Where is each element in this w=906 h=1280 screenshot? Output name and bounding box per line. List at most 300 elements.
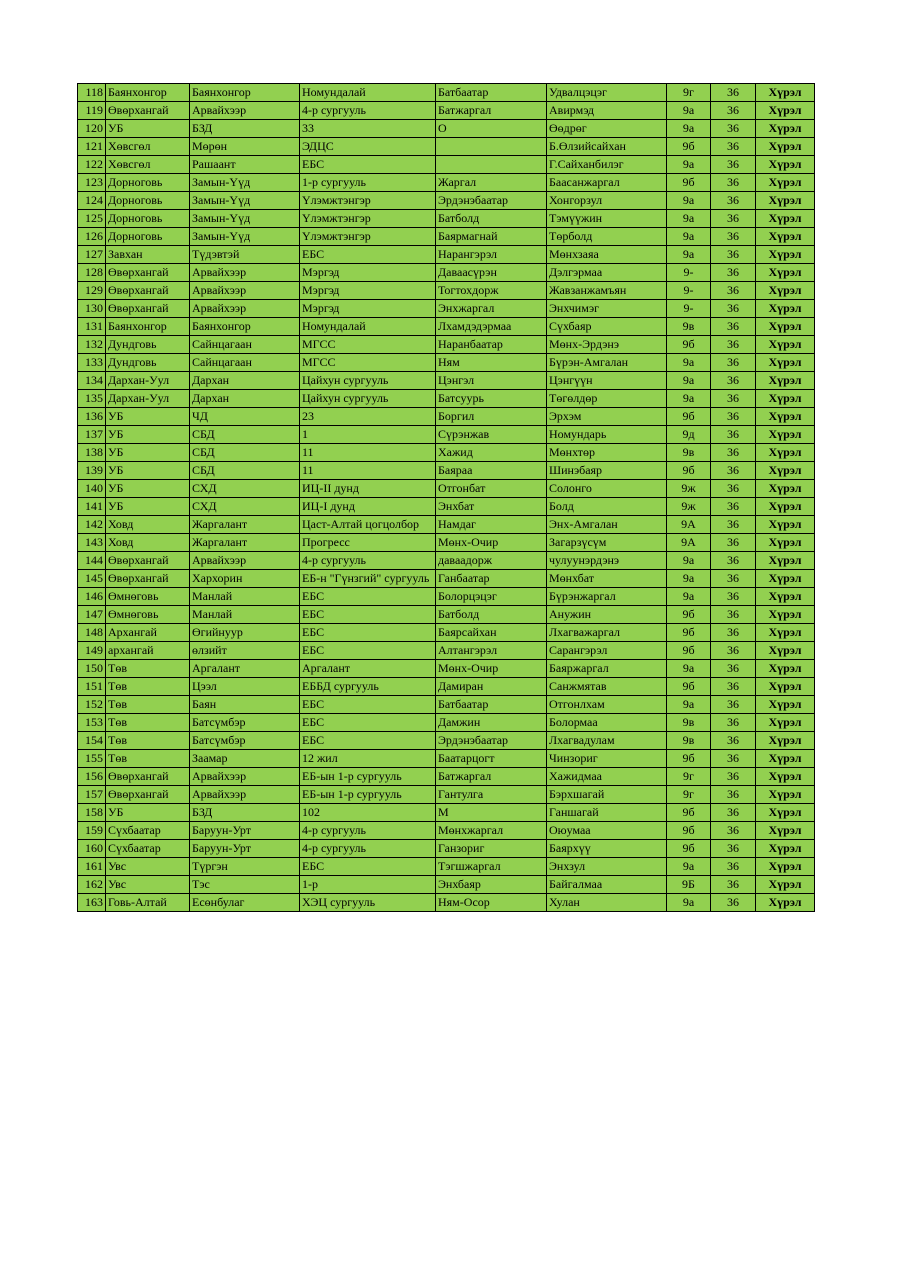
sum-cell: СХД xyxy=(190,498,300,516)
table-row xyxy=(78,138,815,156)
teacher-cell: Баяраа xyxy=(436,462,547,480)
school-cell: ИЦ-II дунд xyxy=(300,480,436,498)
school-cell: ЕБ-н "Гүнзгий" сургууль xyxy=(300,570,436,588)
award-cell: Хүрэл xyxy=(756,588,815,606)
grade-cell: 9д xyxy=(667,426,711,444)
table-row xyxy=(78,858,815,876)
teacher-cell: Батболд xyxy=(436,210,547,228)
aimag-cell: Дундговь xyxy=(106,354,190,372)
aimag-cell: Төв xyxy=(106,714,190,732)
score-cell: 36 xyxy=(711,480,756,498)
teacher-cell: Болорцэцэг xyxy=(436,588,547,606)
row-number: 144 xyxy=(78,552,106,570)
sum-cell: Арвайхээр xyxy=(190,786,300,804)
sum-cell: Манлай xyxy=(190,606,300,624)
row-number: 138 xyxy=(78,444,106,462)
score-cell: 36 xyxy=(711,228,756,246)
student-cell: Шинэбаяр xyxy=(547,462,667,480)
sum-cell: Заамар xyxy=(190,750,300,768)
sum-cell: Замын-Үүд xyxy=(190,192,300,210)
student-cell: Анужин xyxy=(547,606,667,624)
table-row xyxy=(78,552,815,570)
grade-cell: 9а xyxy=(667,372,711,390)
grade-cell: 9ж xyxy=(667,480,711,498)
score-cell: 36 xyxy=(711,246,756,264)
row-number: 155 xyxy=(78,750,106,768)
teacher-cell: Тогтохдорж xyxy=(436,282,547,300)
sum-cell: Арвайхээр xyxy=(190,300,300,318)
award-cell: Хүрэл xyxy=(756,624,815,642)
grade-cell: 9а xyxy=(667,552,711,570)
row-number: 127 xyxy=(78,246,106,264)
score-cell: 36 xyxy=(711,336,756,354)
grade-cell: 9б xyxy=(667,138,711,156)
table-row xyxy=(78,372,815,390)
award-cell: Хүрэл xyxy=(756,516,815,534)
teacher-cell: Батжаргал xyxy=(436,768,547,786)
teacher-cell: Дамжин xyxy=(436,714,547,732)
aimag-cell: УБ xyxy=(106,480,190,498)
row-number: 118 xyxy=(78,84,106,102)
teacher-cell: Батсуурь xyxy=(436,390,547,408)
grade-cell: 9а xyxy=(667,228,711,246)
aimag-cell: Өвөрхангай xyxy=(106,282,190,300)
score-cell: 36 xyxy=(711,894,756,912)
table-row xyxy=(78,156,815,174)
award-cell: Хүрэл xyxy=(756,732,815,750)
row-number: 121 xyxy=(78,138,106,156)
table-row xyxy=(78,318,815,336)
table-row xyxy=(78,264,815,282)
table-row xyxy=(78,822,815,840)
student-cell: Тэмүүжин xyxy=(547,210,667,228)
table-row xyxy=(78,282,815,300)
table-body xyxy=(78,84,815,912)
school-cell: Цайхун сургууль xyxy=(300,372,436,390)
student-cell: Өөдрөг xyxy=(547,120,667,138)
award-cell: Хүрэл xyxy=(756,120,815,138)
row-number: 154 xyxy=(78,732,106,750)
aimag-cell: Өвөрхангай xyxy=(106,552,190,570)
grade-cell: 9г xyxy=(667,84,711,102)
teacher-cell: О xyxy=(436,120,547,138)
teacher-cell: Тэгшжаргал xyxy=(436,858,547,876)
score-cell: 36 xyxy=(711,300,756,318)
grade-cell: 9в xyxy=(667,732,711,750)
aimag-cell: Увс xyxy=(106,876,190,894)
aimag-cell: УБ xyxy=(106,804,190,822)
score-cell: 36 xyxy=(711,516,756,534)
aimag-cell: Сүхбаатар xyxy=(106,822,190,840)
grade-cell: 9А xyxy=(667,516,711,534)
student-cell: Энх-Амгалан xyxy=(547,516,667,534)
aimag-cell: Дархан-Уул xyxy=(106,372,190,390)
grade-cell: 9б xyxy=(667,750,711,768)
row-number: 159 xyxy=(78,822,106,840)
student-cell: Эрхэм xyxy=(547,408,667,426)
table-row xyxy=(78,768,815,786)
teacher-cell: Батболд xyxy=(436,606,547,624)
grade-cell: 9г xyxy=(667,768,711,786)
aimag-cell: Өмнөговь xyxy=(106,606,190,624)
award-cell: Хүрэл xyxy=(756,498,815,516)
teacher-cell: Ганзориг xyxy=(436,840,547,858)
row-number: 148 xyxy=(78,624,106,642)
sum-cell: Арвайхээр xyxy=(190,264,300,282)
award-cell: Хүрэл xyxy=(756,858,815,876)
table-row xyxy=(78,498,815,516)
student-cell: Мөнхзаяа xyxy=(547,246,667,264)
aimag-cell: Өвөрхангай xyxy=(106,102,190,120)
aimag-cell: Хөвсгөл xyxy=(106,156,190,174)
grade-cell: 9- xyxy=(667,264,711,282)
award-cell: Хүрэл xyxy=(756,390,815,408)
sum-cell: Жаргалант xyxy=(190,516,300,534)
row-number: 151 xyxy=(78,678,106,696)
sum-cell: Баруун-Урт xyxy=(190,840,300,858)
award-cell: Хүрэл xyxy=(756,750,815,768)
award-cell: Хүрэл xyxy=(756,480,815,498)
table-row xyxy=(78,570,815,588)
teacher-cell: Батбаатар xyxy=(436,84,547,102)
award-cell: Хүрэл xyxy=(756,822,815,840)
school-cell: Номундалай xyxy=(300,318,436,336)
score-cell: 36 xyxy=(711,498,756,516)
sum-cell: Баруун-Урт xyxy=(190,822,300,840)
school-cell: 4-р сургууль xyxy=(300,102,436,120)
row-number: 141 xyxy=(78,498,106,516)
grade-cell: 9а xyxy=(667,588,711,606)
grade-cell: 9в xyxy=(667,318,711,336)
row-number: 156 xyxy=(78,768,106,786)
row-number: 131 xyxy=(78,318,106,336)
teacher-cell: Хажид xyxy=(436,444,547,462)
teacher-cell: Баярмагнай xyxy=(436,228,547,246)
student-cell: Лхагвадулам xyxy=(547,732,667,750)
grade-cell: 9б xyxy=(667,606,711,624)
student-cell: Төгөлдөр xyxy=(547,390,667,408)
row-number: 157 xyxy=(78,786,106,804)
sum-cell: Замын-Үүд xyxy=(190,174,300,192)
school-cell: 4-р сургууль xyxy=(300,840,436,858)
score-cell: 36 xyxy=(711,390,756,408)
score-cell: 36 xyxy=(711,786,756,804)
table-row xyxy=(78,642,815,660)
score-cell: 36 xyxy=(711,876,756,894)
table-row xyxy=(78,444,815,462)
row-number: 126 xyxy=(78,228,106,246)
row-number: 143 xyxy=(78,534,106,552)
sum-cell: Жаргалант xyxy=(190,534,300,552)
aimag-cell: Баянхонгор xyxy=(106,318,190,336)
grade-cell: 9б xyxy=(667,336,711,354)
aimag-cell: Төв xyxy=(106,732,190,750)
award-cell: Хүрэл xyxy=(756,138,815,156)
grade-cell: 9а xyxy=(667,354,711,372)
award-cell: Хүрэл xyxy=(756,444,815,462)
score-cell: 36 xyxy=(711,768,756,786)
grade-cell: 9- xyxy=(667,282,711,300)
school-cell: ЕБС xyxy=(300,732,436,750)
row-number: 145 xyxy=(78,570,106,588)
student-cell: Ганшагай xyxy=(547,804,667,822)
sum-cell: Мөрөн xyxy=(190,138,300,156)
school-cell: 1 xyxy=(300,426,436,444)
table-row xyxy=(78,876,815,894)
score-cell: 36 xyxy=(711,408,756,426)
student-cell: Төрболд xyxy=(547,228,667,246)
score-cell: 36 xyxy=(711,372,756,390)
aimag-cell: Өвөрхангай xyxy=(106,300,190,318)
grade-cell: 9б xyxy=(667,462,711,480)
grade-cell: 9б xyxy=(667,822,711,840)
teacher-cell: Эрдэнэбаатар xyxy=(436,732,547,750)
grade-cell: 9в xyxy=(667,714,711,732)
student-cell: Б.Өлзийсайхан xyxy=(547,138,667,156)
sum-cell: Түдэвтэй xyxy=(190,246,300,264)
sum-cell: Рашаант xyxy=(190,156,300,174)
teacher-cell: Отгонбат xyxy=(436,480,547,498)
student-cell: Санжмятав xyxy=(547,678,667,696)
school-cell: Мэргэд xyxy=(300,264,436,282)
table-row xyxy=(78,624,815,642)
teacher-cell xyxy=(436,156,547,174)
table-row xyxy=(78,192,815,210)
school-cell: ЕБС xyxy=(300,156,436,174)
award-cell: Хүрэл xyxy=(756,318,815,336)
student-cell: Хулан xyxy=(547,894,667,912)
table-row xyxy=(78,462,815,480)
school-cell: Цаст-Алтай цогцолбор xyxy=(300,516,436,534)
grade-cell: 9а xyxy=(667,102,711,120)
school-cell: 4-р сургууль xyxy=(300,822,436,840)
aimag-cell: Говь-Алтай xyxy=(106,894,190,912)
row-number: 152 xyxy=(78,696,106,714)
school-cell: ЕБС xyxy=(300,858,436,876)
school-cell: Үлэмжтэнгэр xyxy=(300,210,436,228)
student-cell: Чинзориг xyxy=(547,750,667,768)
award-cell: Хүрэл xyxy=(756,336,815,354)
row-number: 161 xyxy=(78,858,106,876)
student-cell: Лхагважаргал xyxy=(547,624,667,642)
student-cell: Мөнхбат xyxy=(547,570,667,588)
score-cell: 36 xyxy=(711,570,756,588)
student-cell: Цэнгүүн xyxy=(547,372,667,390)
sum-cell: Тэс xyxy=(190,876,300,894)
score-cell: 36 xyxy=(711,804,756,822)
score-cell: 36 xyxy=(711,426,756,444)
teacher-cell: Ням-Осор xyxy=(436,894,547,912)
row-number: 149 xyxy=(78,642,106,660)
aimag-cell: Завхан xyxy=(106,246,190,264)
grade-cell: 9- xyxy=(667,300,711,318)
sum-cell: Арвайхээр xyxy=(190,552,300,570)
school-cell: ЕБС xyxy=(300,624,436,642)
aimag-cell: Увс xyxy=(106,858,190,876)
sum-cell: Хархорин xyxy=(190,570,300,588)
row-number: 162 xyxy=(78,876,106,894)
score-cell: 36 xyxy=(711,858,756,876)
teacher-cell: Энхбаяр xyxy=(436,876,547,894)
student-cell: Сарангэрэл xyxy=(547,642,667,660)
grade-cell: 9б xyxy=(667,840,711,858)
sum-cell: СХД xyxy=(190,480,300,498)
grade-cell: 9б xyxy=(667,408,711,426)
student-cell: Мөнх-Эрдэнэ xyxy=(547,336,667,354)
student-cell: Солонго xyxy=(547,480,667,498)
row-number: 120 xyxy=(78,120,106,138)
student-cell: Энхзул xyxy=(547,858,667,876)
sum-cell: Баян xyxy=(190,696,300,714)
row-number: 142 xyxy=(78,516,106,534)
sum-cell: Дархан xyxy=(190,372,300,390)
student-cell: Номундарь xyxy=(547,426,667,444)
school-cell: МГСС xyxy=(300,354,436,372)
sum-cell: Батсүмбэр xyxy=(190,714,300,732)
student-cell: Сүхбаяр xyxy=(547,318,667,336)
table-row xyxy=(78,336,815,354)
school-cell: 1-р xyxy=(300,876,436,894)
school-cell: ЕББД сургууль xyxy=(300,678,436,696)
student-cell: Удвалцэцэг xyxy=(547,84,667,102)
school-cell: 1-р сургууль xyxy=(300,174,436,192)
table-row xyxy=(78,246,815,264)
award-cell: Хүрэл xyxy=(756,570,815,588)
score-cell: 36 xyxy=(711,120,756,138)
table-row xyxy=(78,426,815,444)
student-cell: Загарзүсүм xyxy=(547,534,667,552)
sum-cell: Өгийнуур xyxy=(190,624,300,642)
school-cell: ЕБС xyxy=(300,714,436,732)
table-row xyxy=(78,660,815,678)
grade-cell: 9а xyxy=(667,246,711,264)
sum-cell: Баянхонгор xyxy=(190,84,300,102)
table-row xyxy=(78,516,815,534)
aimag-cell: УБ xyxy=(106,120,190,138)
student-cell: Бүрэн-Амгалан xyxy=(547,354,667,372)
row-number: 132 xyxy=(78,336,106,354)
award-cell: Хүрэл xyxy=(756,426,815,444)
award-cell: Хүрэл xyxy=(756,210,815,228)
student-cell: Мөнхтөр xyxy=(547,444,667,462)
row-number: 124 xyxy=(78,192,106,210)
grade-cell: 9а xyxy=(667,570,711,588)
school-cell: ЕБС xyxy=(300,606,436,624)
award-cell: Хүрэл xyxy=(756,84,815,102)
grade-cell: 9б xyxy=(667,174,711,192)
score-cell: 36 xyxy=(711,84,756,102)
award-cell: Хүрэл xyxy=(756,894,815,912)
score-cell: 36 xyxy=(711,660,756,678)
row-number: 160 xyxy=(78,840,106,858)
table-row xyxy=(78,354,815,372)
aimag-cell: Төв xyxy=(106,678,190,696)
score-cell: 36 xyxy=(711,624,756,642)
table-row xyxy=(78,714,815,732)
score-cell: 36 xyxy=(711,714,756,732)
sum-cell: Дархан xyxy=(190,390,300,408)
award-cell: Хүрэл xyxy=(756,264,815,282)
sum-cell: Баянхонгор xyxy=(190,318,300,336)
student-cell: Дэлгэрмаа xyxy=(547,264,667,282)
sum-cell: Замын-Үүд xyxy=(190,210,300,228)
school-cell: 102 xyxy=(300,804,436,822)
teacher-cell: Баатарцогт xyxy=(436,750,547,768)
row-number: 146 xyxy=(78,588,106,606)
row-number: 123 xyxy=(78,174,106,192)
sum-cell: өлзийт xyxy=(190,642,300,660)
sum-cell: ЧД xyxy=(190,408,300,426)
student-cell: Оюумаа xyxy=(547,822,667,840)
sum-cell: Есөнбулаг xyxy=(190,894,300,912)
aimag-cell: Төв xyxy=(106,750,190,768)
award-cell: Хүрэл xyxy=(756,354,815,372)
grade-cell: 9б xyxy=(667,804,711,822)
table-row xyxy=(78,174,815,192)
score-cell: 36 xyxy=(711,444,756,462)
score-cell: 36 xyxy=(711,318,756,336)
table-row xyxy=(78,696,815,714)
sum-cell: Аргалант xyxy=(190,660,300,678)
award-cell: Хүрэл xyxy=(756,372,815,390)
aimag-cell: Төв xyxy=(106,660,190,678)
table-row xyxy=(78,894,815,912)
school-cell: 23 xyxy=(300,408,436,426)
school-cell: ЭДЦС xyxy=(300,138,436,156)
grade-cell: 9А xyxy=(667,534,711,552)
student-cell: Г.Сайханбилэг xyxy=(547,156,667,174)
aimag-cell: УБ xyxy=(106,462,190,480)
student-cell: Баярхүү xyxy=(547,840,667,858)
grade-cell: 9б xyxy=(667,678,711,696)
row-number: 134 xyxy=(78,372,106,390)
school-cell: ЕБС xyxy=(300,642,436,660)
row-number: 129 xyxy=(78,282,106,300)
award-cell: Хүрэл xyxy=(756,696,815,714)
teacher-cell: даваадорж xyxy=(436,552,547,570)
school-cell: ХЭЦ сургууль xyxy=(300,894,436,912)
sum-cell: СБД xyxy=(190,444,300,462)
student-cell: Болормаа xyxy=(547,714,667,732)
sum-cell: Батсүмбэр xyxy=(190,732,300,750)
table-row xyxy=(78,102,815,120)
award-cell: Хүрэл xyxy=(756,768,815,786)
sum-cell: Арвайхээр xyxy=(190,768,300,786)
award-cell: Хүрэл xyxy=(756,552,815,570)
grade-cell: 9б xyxy=(667,642,711,660)
row-number: 150 xyxy=(78,660,106,678)
score-cell: 36 xyxy=(711,642,756,660)
score-cell: 36 xyxy=(711,678,756,696)
row-number: 137 xyxy=(78,426,106,444)
score-cell: 36 xyxy=(711,156,756,174)
school-cell: Аргалант xyxy=(300,660,436,678)
row-number: 119 xyxy=(78,102,106,120)
teacher-cell: Батбаатар xyxy=(436,696,547,714)
row-number: 140 xyxy=(78,480,106,498)
score-cell: 36 xyxy=(711,282,756,300)
table-row xyxy=(78,480,815,498)
award-cell: Хүрэл xyxy=(756,300,815,318)
sum-cell: БЗД xyxy=(190,804,300,822)
school-cell: МГСС xyxy=(300,336,436,354)
score-cell: 36 xyxy=(711,264,756,282)
award-cell: Хүрэл xyxy=(756,102,815,120)
teacher-cell: М xyxy=(436,804,547,822)
aimag-cell: Өвөрхангай xyxy=(106,264,190,282)
sum-cell: Түргэн xyxy=(190,858,300,876)
score-cell: 36 xyxy=(711,732,756,750)
